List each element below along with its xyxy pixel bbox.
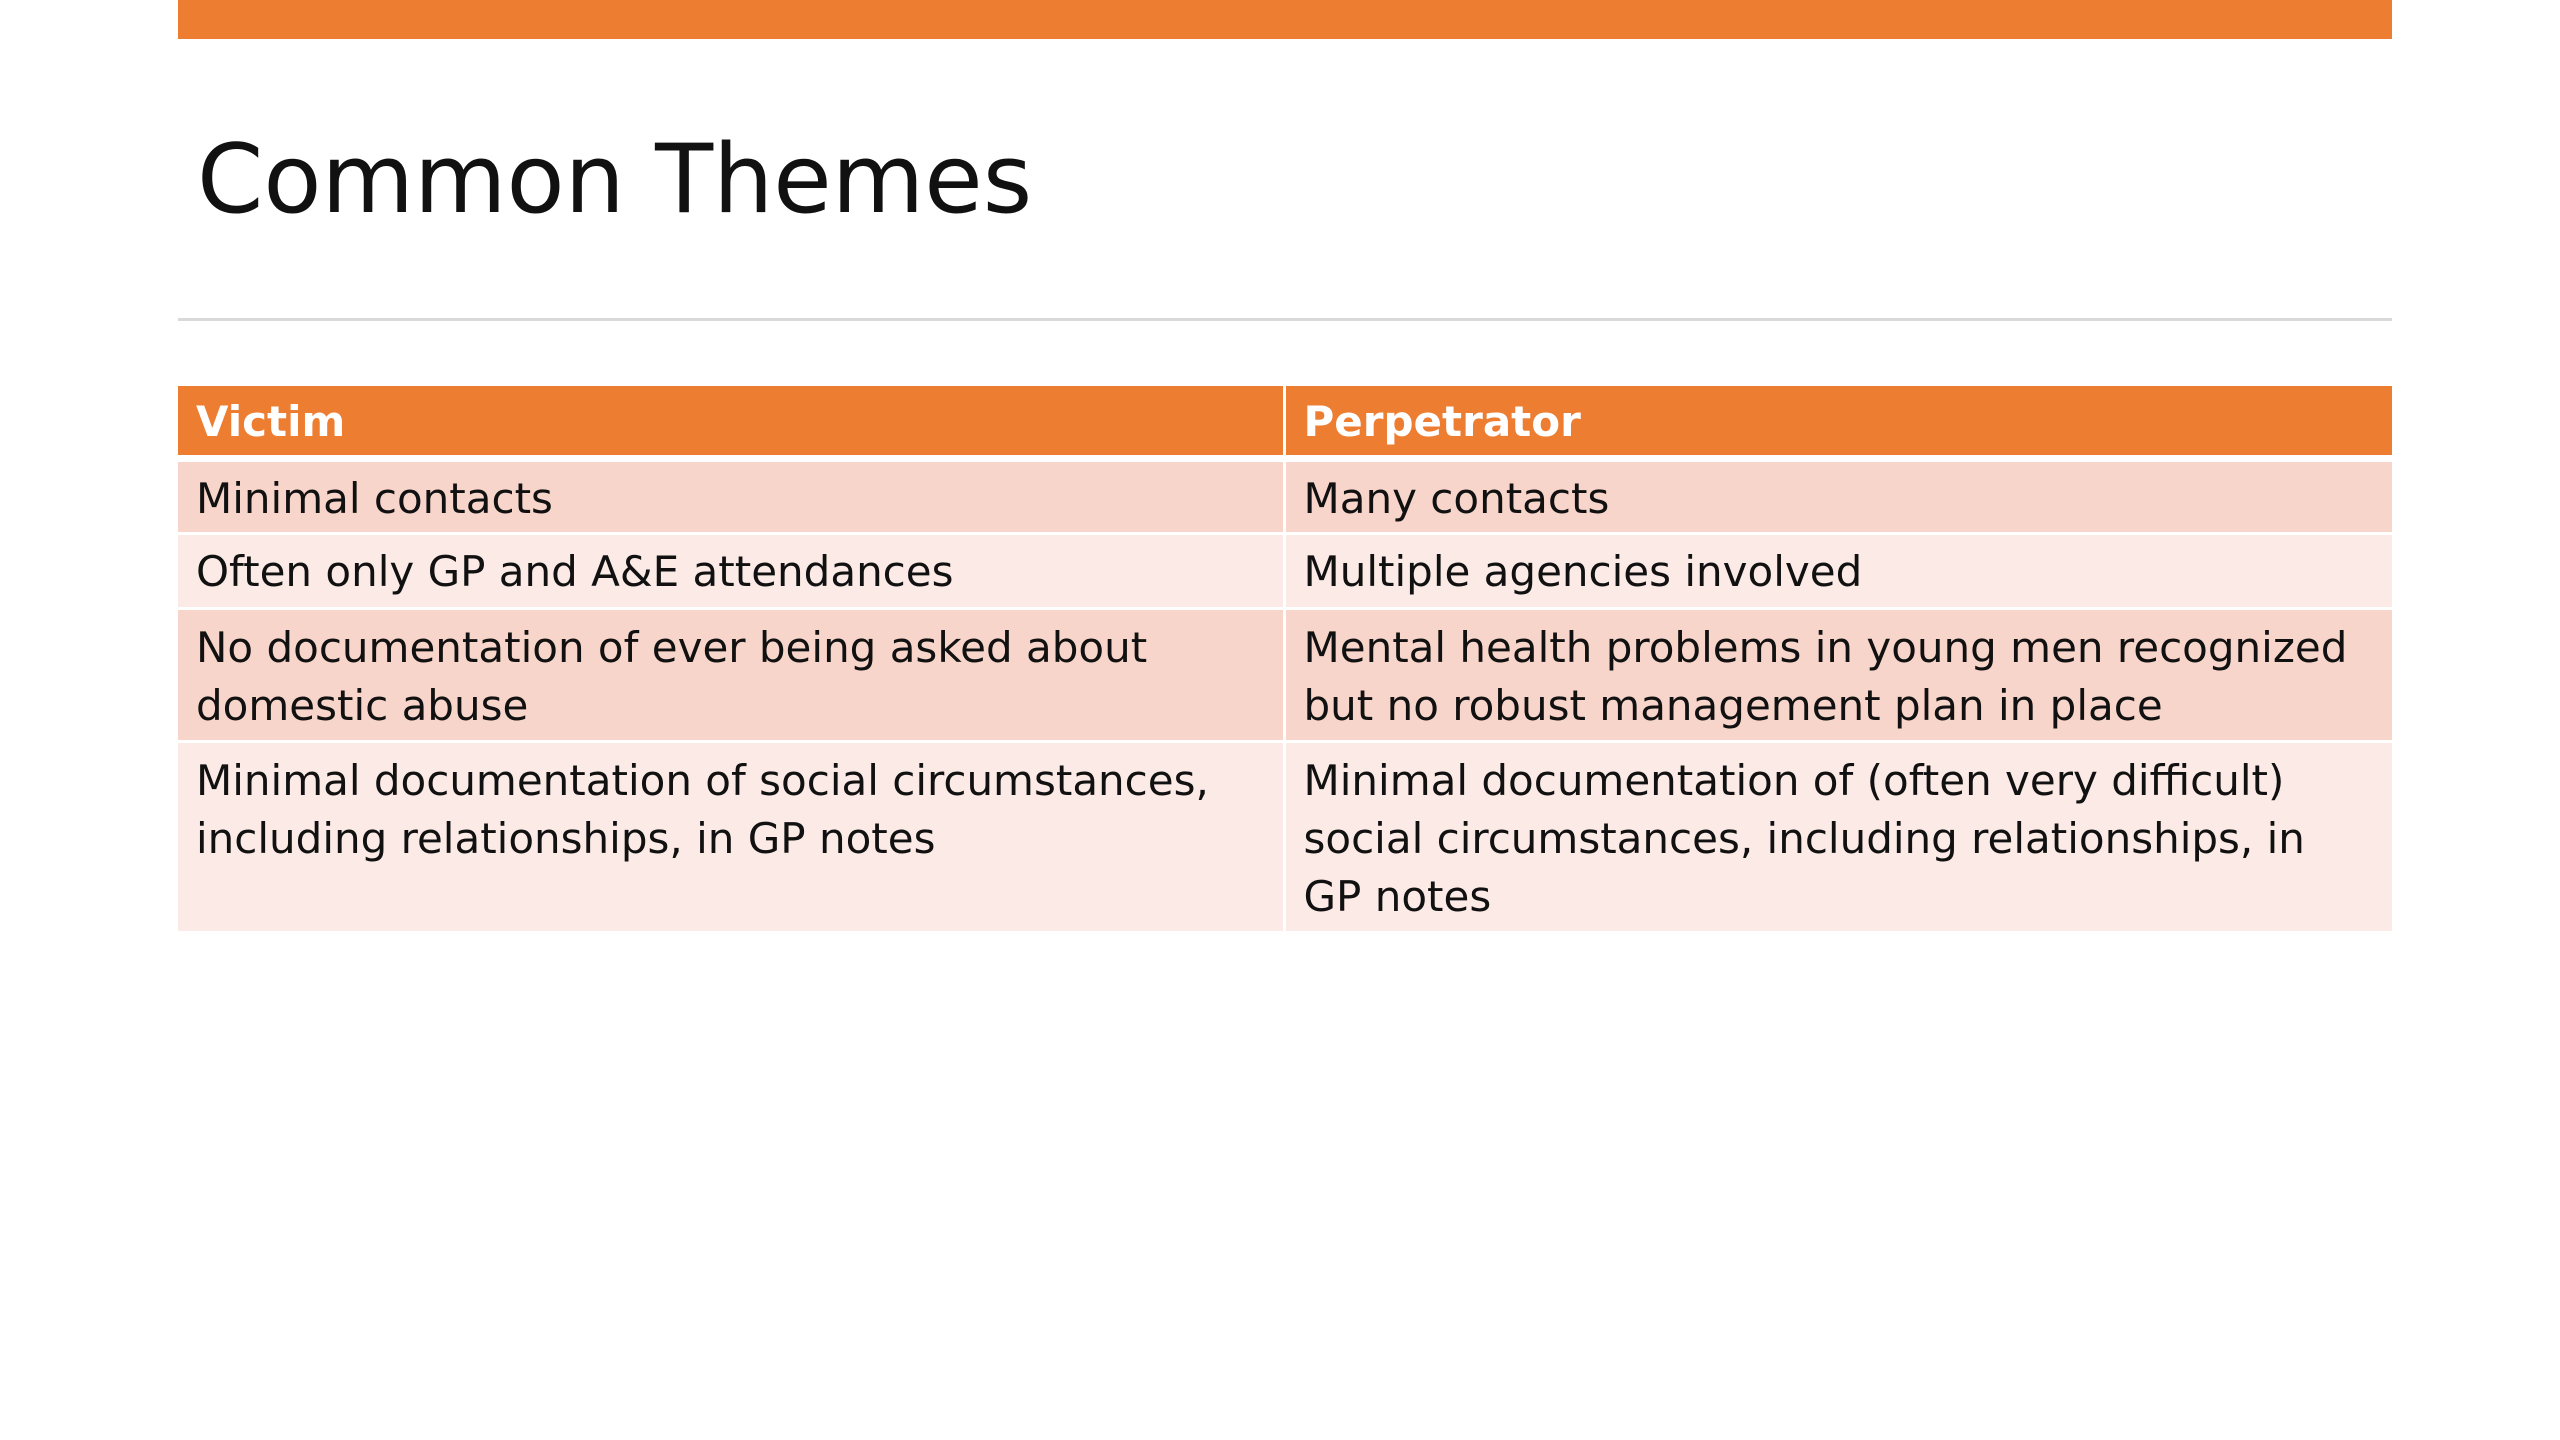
table-cell-perpetrator: Mental health problems in young men recognized but no robust management plan in place [1284, 608, 2392, 741]
header-victim: Victim [178, 386, 1284, 458]
table-header-row [178, 386, 2392, 458]
table-cell-victim: Often only GP and A&E attendances [178, 533, 1284, 608]
themes-table [178, 386, 2392, 931]
table-row [178, 741, 2392, 931]
table-cell-victim: No documentation of ever being asked about domestic abuse [178, 608, 1284, 741]
table-cell-perpetrator: Minimal documentation of (often very difficult) social circumstances, including relationships, in GP notes [1284, 741, 2392, 931]
header-perpetrator: Perpetrator [1284, 386, 2392, 458]
table-cell-perpetrator: Multiple agencies involved [1284, 533, 2392, 608]
slide-title: Common Themes [197, 125, 1033, 235]
accent-bar [178, 0, 2392, 39]
table-row [178, 608, 2392, 741]
table-cell-perpetrator: Many contacts [1284, 458, 2392, 533]
table-cell-victim: Minimal contacts [178, 458, 1284, 533]
title-divider [178, 318, 2392, 321]
table-cell-victim: Minimal documentation of social circumstances, including relationships, in GP notes [178, 741, 1284, 931]
table-row [178, 458, 2392, 533]
table-row [178, 533, 2392, 608]
